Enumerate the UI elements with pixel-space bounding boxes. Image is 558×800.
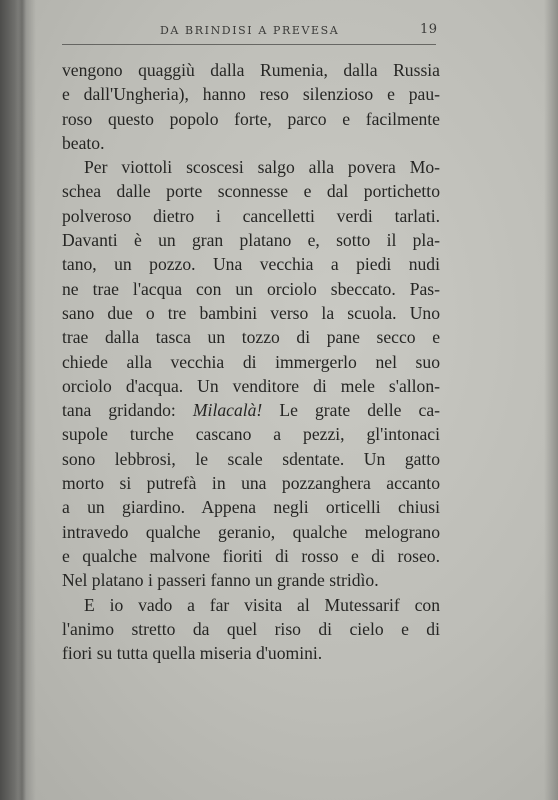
text-line-with-italic: [62, 398, 440, 422]
text-line: sano due o tre bambini verso la scuola. Uno: [62, 302, 440, 323]
text-line: trae dalla tasca un tozzo di pane secco e: [62, 327, 440, 348]
text-line: beato.: [62, 132, 105, 153]
paragraph-first-line: Per viottoli scoscesi salgo alla povera Mo-: [84, 157, 440, 178]
text-line: ne trae l'acqua con un orciolo sbeccato. Pas-: [62, 278, 440, 299]
text-line: fiori su tutta quella miseria d'uomini.: [62, 643, 323, 664]
body-text: [62, 58, 440, 665]
text-line: roso questo popolo forte, parco e facilmente: [62, 108, 440, 129]
binding-fold-line: [18, 0, 26, 800]
text-line: chiede alla vecchia di immergerlo nel suo: [62, 351, 440, 372]
text-line: orciolo d'acqua. Un venditore di mele s'allon-: [62, 375, 440, 396]
page-number: 19: [420, 22, 438, 37]
text-line: Nel platano i passeri fanno un grande stridìo.: [62, 570, 379, 591]
text-line: tano, un pozzo. Una vecchia a piedi nudi: [62, 254, 440, 275]
text-line: e dall'Ungheria), hanno reso silenzioso e pau-: [62, 84, 440, 105]
text-line: polveroso dietro i cancelletti verdi tarlati.: [62, 205, 440, 226]
page-edge-shadow: [544, 0, 558, 800]
text-line: supole turche cascano a pezzi, gl'intonaci: [62, 424, 440, 445]
text-line: e qualche malvone fioriti di rosso e di roseo.: [62, 545, 440, 566]
text-line: vengono quaggiù dalla Rumenia, dalla Russia: [62, 60, 440, 80]
text-line: intravedo qualche geranio, qualche melograno: [62, 521, 440, 542]
text-line: a un giardino. Appena negli orticelli chiusi: [62, 497, 440, 518]
text-line: Davanti è un gran platano e, sotto il pla-: [62, 230, 440, 251]
running-head-title: DA BRINDISI A PREVESA: [160, 24, 340, 37]
text-line: l'animo stretto da quel riso di cielo e di: [62, 618, 440, 639]
text-segment: Le grate delle ca-: [262, 400, 441, 421]
text-line: schea dalle porte sconnesse e dal portichetto: [62, 181, 440, 202]
text-segment: tana gridando:: [62, 400, 193, 421]
running-head: [60, 22, 440, 42]
paragraph-first-line: E io vado a far visita al Mutessarif con: [84, 594, 440, 615]
header-rule: [62, 44, 436, 45]
text-line: sono lebbrosi, le scale sdentate. Un gatto: [62, 448, 440, 469]
italic-exclamation: Milacalà!: [192, 400, 263, 421]
text-line: morto si putrefà in una pozzanghera accanto: [62, 473, 440, 494]
